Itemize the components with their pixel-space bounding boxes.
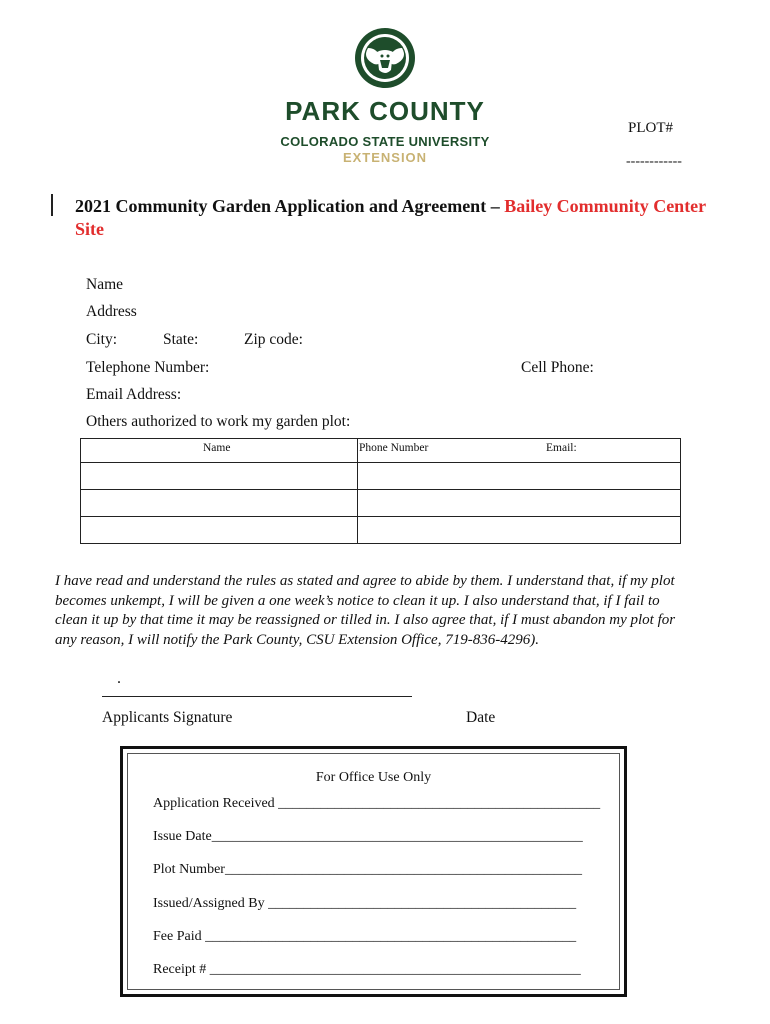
extension-name: EXTENSION [342, 150, 428, 165]
office-use-title: For Office Use Only [315, 770, 432, 785]
plot-number-field[interactable]: ------------ [626, 154, 682, 169]
cell-phone-field[interactable]: Cell Phone: [521, 359, 594, 376]
column-header-phone: Phone Number [359, 442, 429, 454]
margin-marker [51, 194, 53, 216]
city-field[interactable]: City: [86, 331, 118, 348]
authorized-persons-table [80, 438, 681, 544]
address-field[interactable]: Address [86, 303, 137, 320]
csu-ram-icon [330, 22, 440, 94]
column-divider [357, 439, 358, 543]
signature-line[interactable] [102, 696, 412, 697]
table-header-row [81, 439, 680, 463]
office-use-inner-border [127, 753, 620, 990]
agreement-text: I have read and understand the rules as stated and agree to abide by them. I understand that, if my plot becomes unkempt, I will be given a one week’s notice to clean it up. I also understand that, if I fail to clean it up by that time it may be reassigned or tilled in. I also agree that, if I must abandon my plot for any reason, I will notify the Park County, CSU Extension Office, 719-836-4296). [55, 573, 676, 648]
org-name: PARK COUNTY [285, 96, 485, 126]
column-header-name: Name [203, 442, 231, 454]
table-row[interactable] [81, 517, 680, 544]
applicant-signature-label: Applicants Signature [102, 709, 233, 726]
plot-number-field-office[interactable]: Plot Number___________________________________________________ [153, 862, 582, 877]
csu-logo [330, 22, 440, 94]
receipt-field[interactable]: Receipt # _____________________________________________________ [153, 962, 581, 977]
table-row[interactable] [81, 463, 680, 490]
signature-mark: . [117, 670, 121, 687]
application-received-field[interactable]: Application Received ______________________________________________ [153, 796, 601, 811]
plot-label: PLOT# [628, 120, 673, 136]
issue-date-field[interactable]: Issue Date_____________________________________________________ [153, 829, 583, 844]
column-header-email: Email: [546, 442, 577, 454]
state-field[interactable]: State: [163, 331, 199, 348]
university-name: COLORADO STATE UNIVERSITY [280, 134, 490, 149]
table-row[interactable] [81, 490, 680, 517]
others-label: Others authorized to work my garden plot: [86, 413, 351, 430]
office-use-box [120, 746, 627, 997]
name-field[interactable]: Name [86, 276, 124, 293]
fee-paid-field[interactable]: Fee Paid _____________________________________________________ [153, 929, 577, 944]
zip-field[interactable]: Zip code: [244, 331, 303, 348]
date-label: Date [466, 709, 496, 726]
title-site: Bailey Community Center Site [75, 196, 706, 239]
issued-assigned-by-field[interactable]: Issued/Assigned By ____________________________________________ [153, 896, 577, 911]
email-field[interactable]: Email Address: [86, 386, 182, 403]
page-title [75, 195, 715, 241]
telephone-field[interactable]: Telephone Number: [86, 359, 210, 376]
title-main: 2021 Community Garden Application and Agreement – [75, 196, 505, 216]
